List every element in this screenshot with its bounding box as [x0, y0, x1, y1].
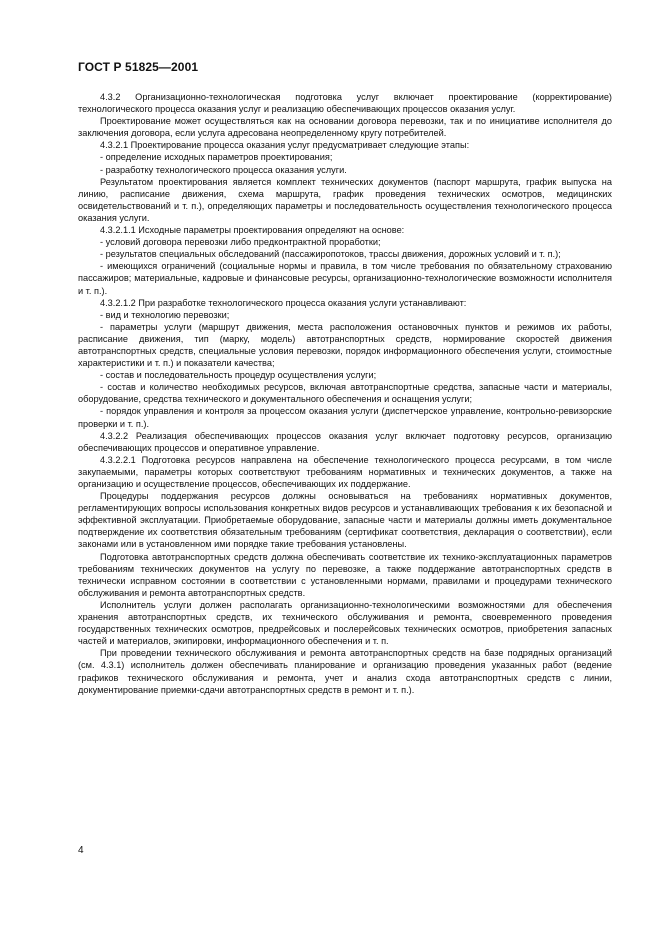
paragraph: - разработку технологического процесса оказания услуги.	[100, 164, 347, 175]
paragraph: Подготовка автотранспортных средств должна обеспечивать соответствие их технико-эксплуатационных параметров требованиям технических документов на услугу по перевозке, а также поддержание автотранспортных средств в технически исправном состоянии в соответствии с установленными нормами, правилами и процедурами технического обслуживания и ремонта автотранспортных средств.	[78, 551, 612, 598]
document-body	[78, 91, 612, 696]
paragraph: - имеющихся ограничений (социальные нормы и правила, в том числе требования по обязательному страхованию пассажиров; материальные, кадровые и финансовые ресурсы, организационно-технологические возможности исполнителя и т. п.).	[78, 261, 612, 296]
paragraph: 4.3.2.2.1 Подготовка ресурсов направлена на обеспечение технологического процесса ресурсами, в том числе закупаемыми, параметры которых соответствуют требованиям нормативных и технических документов, а также на организацию и осуществление процессов, обеспечивающих их поддержание.	[78, 454, 612, 489]
paragraph: Результатом проектирования является комплект технических документов (паспорт маршрута, график выпуска на линию, расписание движения, схема маршрута, график проведения технических осмотров, медицинских освидетельствований и т. п.), определяющих параметры и последовательность осуществления технологического процесса оказания услуги.	[78, 176, 612, 223]
paragraph: 4.3.2 Организационно-технологическая подготовка услуг включает проектирование (корректирование) технологического процесса оказания услуг и реализацию обеспечивающих процессов оказания услуг.	[78, 92, 612, 115]
paragraph: - определение исходных параметров проектирования;	[100, 152, 333, 163]
paragraph: - параметры услуги (маршрут движения, места расположения остановочных пунктов и режимов их работы, расписание движения, тип (марку, модель) автотранспортных средств, нормирование скоростей движения автотранспортных средств, специальные условия перевозки, порядок информационного обеспечения услуги, стоимостные характеристики и т. п.) и показатели качества;	[78, 321, 612, 369]
paragraph: 4.3.2.2 Реализация обеспечивающих процессов оказания услуг включает подготовку ресурсов, организацию обеспечивающих процессов и оперативное управление.	[78, 430, 612, 453]
paragraph: - условий договора перевозки либо предконтрактной проработки;	[100, 237, 381, 248]
document-header: ГОСТ Р 51825—2001	[78, 60, 199, 74]
paragraph: При проведении технического обслуживания и ремонта автотранспортных средств на базе подрядных организаций (см. 4.3.1) исполнитель должен обеспечивать планирование и организацию проведения указанных работ (ведение графиков технического обслуживания и ремонта, учет и анализ схода автотранспортных средств с линии, документирование приемки-сдачи автотранспортных средств в ремонт и т. п.).	[78, 648, 612, 695]
paragraph: Проектирование может осуществляться как на основании договора перевозки, так и по инициативе исполнителя до заключения договора, если услуга адресована неопределенному кругу потребителей.	[78, 116, 612, 139]
paragraph: - состав и последовательность процедур осуществления услуги;	[100, 370, 377, 381]
paragraph: 4.3.2.1.1 Исходные параметры проектирования определяют на основе:	[100, 225, 405, 236]
paragraph: 4.3.2.1 Проектирование процесса оказания услуг предусматривает следующие этапы:	[100, 140, 470, 151]
paragraph: 4.3.2.1.2 При разработке технологического процесса оказания услуги устанавливают:	[100, 297, 467, 308]
paragraph: Исполнитель услуги должен располагать организационно-технологическими возможностями для обеспечения хранения автотранспортных средств, их технического обслуживания и ремонта, своевременного проведения государственных технических осмотров, предрейсовых и послерейсовых технических осмотров, приобретения запасных частей и материалов, экипировки, информационного обеспечения и т. п.	[78, 599, 612, 647]
paragraph: Процедуры поддержания ресурсов должны основываться на требованиях нормативных документов, регламентирующих вопросы использования конкретных видов ресурсов и устанавливающих требования к их безопасной и эффективной эксплуатации. Приобретаемые оборудование, запасные части и материалы должны иметь документальное подтверждение их соответствия обязательным требованиям (сертификат соответствия, декларация о соответствии), если законами или в установленном ими порядке такие требования установлены.	[78, 491, 612, 550]
paragraph: - вид и технологию перевозки;	[100, 309, 230, 320]
paragraph: - порядок управления и контроля за процессом оказания услуги (диспетчерское управление, контрольно-ревизорские проверки и т. п.).	[78, 406, 612, 429]
page-number: 4	[78, 845, 84, 856]
paragraph: - состав и количество необходимых ресурсов, включая автотранспортные средства, запасные части и материалы, оборудование, средства технического и документального обеспечения и оснащения услуги;	[78, 382, 612, 405]
paragraph: - результатов специальных обследований (пассажиропотоков, трассы движения, дорожных условий и т. п.);	[100, 249, 561, 260]
